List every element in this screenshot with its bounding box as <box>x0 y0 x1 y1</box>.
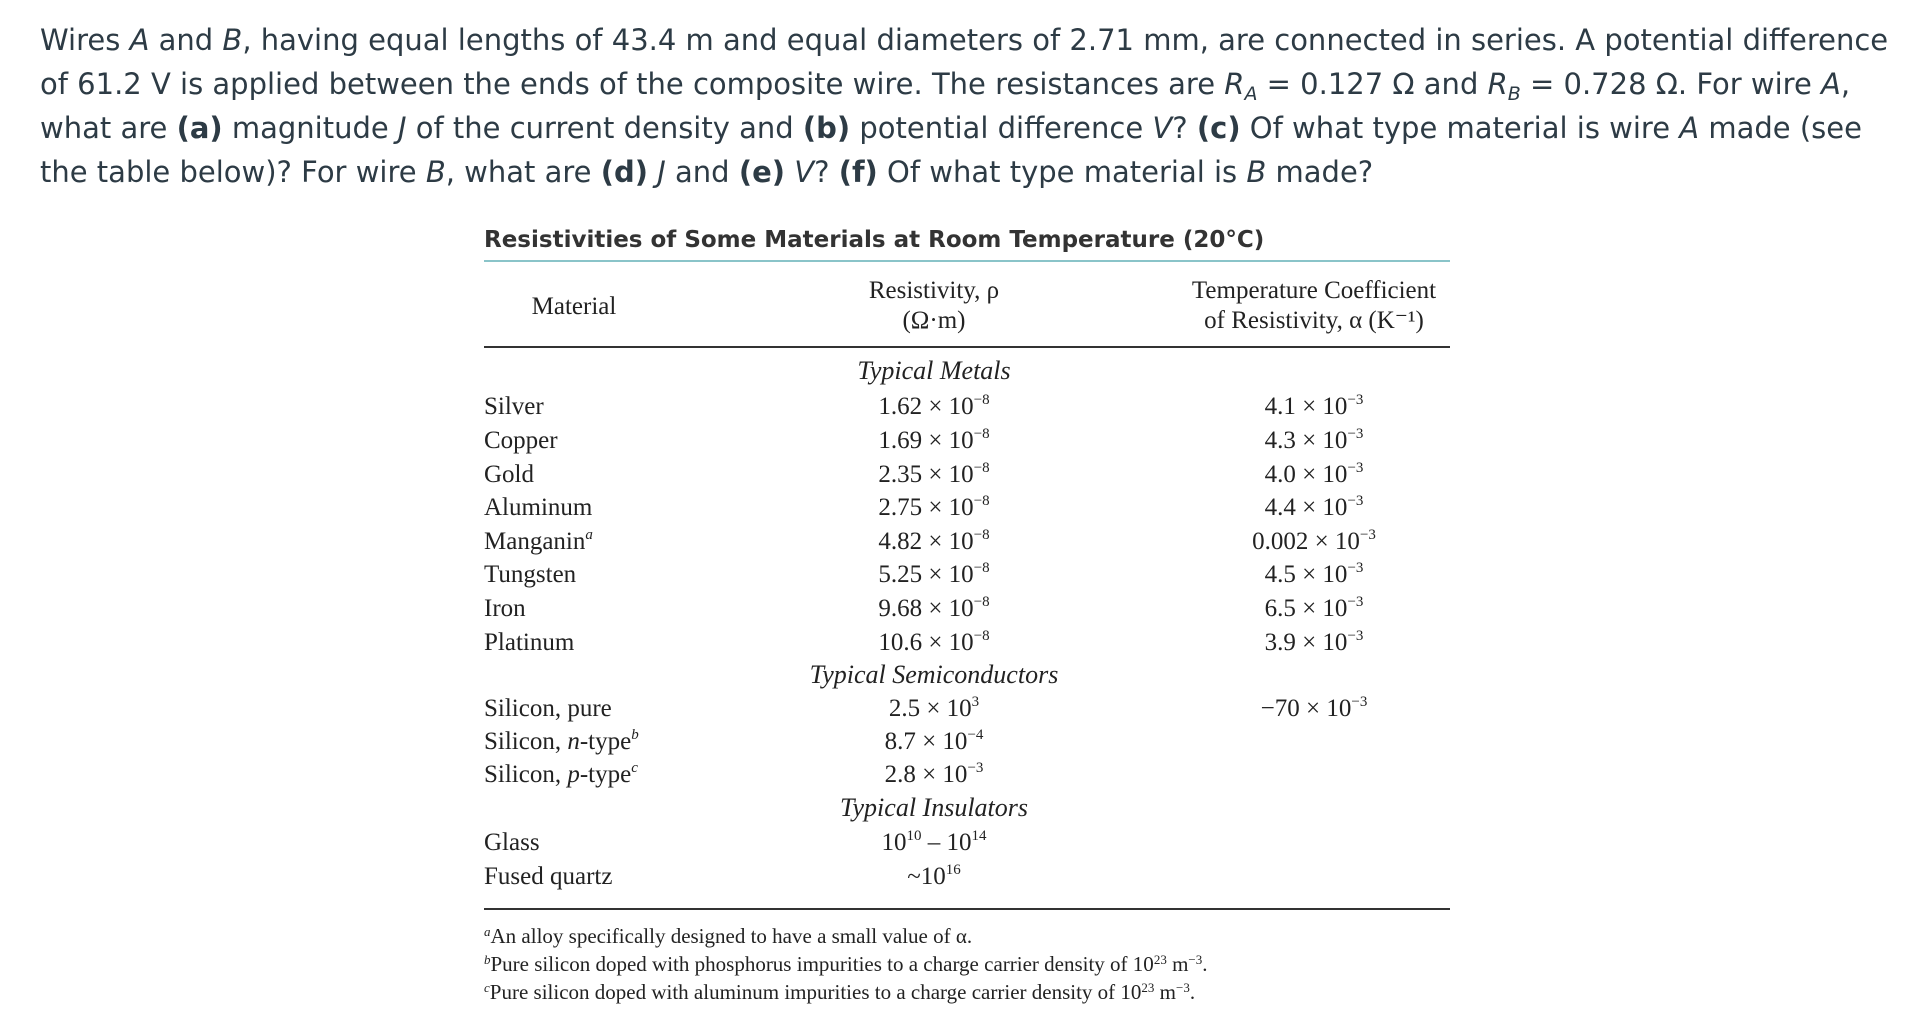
table-row: Glass $10^{10} - 10^{14}$ <box>484 828 987 856</box>
table-caption: Resistivities of Some Materials at Room Temperature (20°C) <box>484 227 1265 253</box>
footnote-a: $^a$An alloy specifically designed to have a small value of α. <box>484 924 973 948</box>
table-row: Silicon, pure $2.5 \times 10^3$ $-70 \times 10^{-3}$ <box>484 694 1368 722</box>
table-row: Silicon, p-type$^c$ $2.8 \times 10^{-3}$ <box>484 760 984 788</box>
table-row: Tungsten $5.25 \times 10^{-8}$ $4.5 \times 10^{-3}$ <box>484 560 1364 588</box>
table-row: Iron $9.68 \times 10^{-8}$ $6.5 \times 10^{-3}$ <box>484 594 1364 622</box>
bottom-rule <box>484 908 1450 910</box>
table-row: Fused quartz $\sim 10^{16}$ <box>484 862 961 890</box>
table-body <box>484 348 1450 908</box>
table-row: Silicon, n-type$^b$ $8.7 \times 10^{-4}$ <box>484 727 984 755</box>
table-row: Silver $1.62 \times 10^{-8}$ $4.1 \times 10^{-3}$ <box>484 392 1364 420</box>
table-row: Aluminum $2.75 \times 10^{-8}$ $4.4 \times 10^{-3}$ <box>484 493 1364 521</box>
section-typical-insulators: Typical Insulators <box>839 793 1029 822</box>
section-typical-metals: Typical Metals <box>857 356 1011 385</box>
table-header <box>484 262 1450 346</box>
header-material: Material <box>531 293 617 320</box>
footnote-b: $^b$Pure silicon doped with phosphorus impurities to a charge carrier density of $10^{23}$ $m^{-3}$. <box>484 952 1208 976</box>
section-typical-semiconductors: Typical Semiconductors <box>809 660 1059 689</box>
table-row: Copper $1.69 \times 10^{-8}$ $4.3 \times 10^{-3}$ <box>484 426 1364 454</box>
header-temp-coefficient: Temperature Coefficient of Resistivity, α (K⁻¹) <box>1191 277 1437 334</box>
problem-statement: Wires A and B, having equal lengths of 43.4 m and equal diameters of 2.71 mm, are connected in series. A potential difference of 61.2 V is applied between the ends of the composite wire. The resistances are $R_A = 0.127$ Ω and $R_B = 0.728$ Ω. For wire A, what are (a) magnitude J of the current density and (b) potential difference V? (c) Of what type material is wire A made (see the table below)? For wire B, what are (d) J and (e) V? (f) Of what type material is B made? <box>40 23 1889 189</box>
header-resistivity: Resistivity, ρ (Ω·m) <box>868 277 1000 334</box>
table-row: Gold $2.35 \times 10^{-8}$ $4.0 \times 10^{-3}$ <box>484 460 1364 488</box>
footnote-c: $^c$Pure silicon doped with aluminum impurities to a charge carrier density of $10^{23}$ $m^{-3}$. <box>484 980 1196 1004</box>
table-footnotes <box>484 922 1450 1006</box>
table-row: Manganin$^a$ $4.82 \times 10^{-8}$ $0.002 \times 10^{-3}$ <box>484 527 1376 555</box>
table-row: Platinum $10.6 \times 10^{-8}$ $3.9 \times 10^{-3}$ <box>484 628 1364 656</box>
resistivity-table <box>484 220 1450 1006</box>
